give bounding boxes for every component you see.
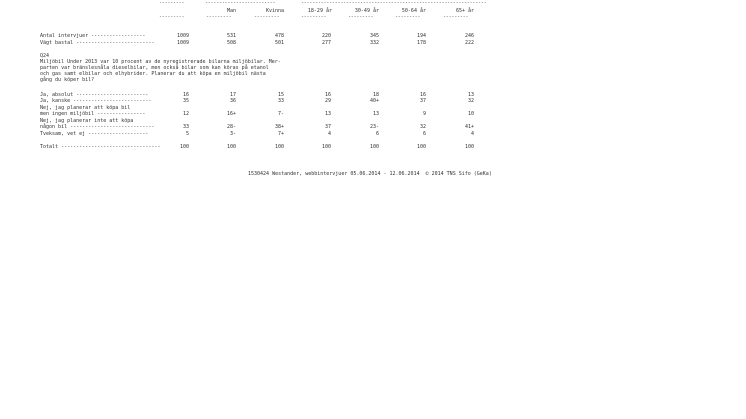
cell-ja-absolut-50-64: 16 [419, 92, 426, 98]
header-rule-age: ------------------------------------------------------------------ [301, 0, 487, 6]
cell-totalt-man: 100 [226, 144, 236, 150]
cell-vagt-50-64: 178 [416, 40, 426, 46]
row-label-ja-absolut: Ja, absolut ------------------------ [40, 92, 149, 98]
cell-totalt-65plus: 100 [464, 144, 474, 150]
cell-vagt-65plus: 222 [464, 40, 474, 46]
col-rule-50-64: --------- [395, 14, 421, 20]
cell-tveksam-30-49: 6 [375, 131, 379, 137]
row-label-vagt: Vägt bastal -------------------------- [40, 40, 155, 46]
cell-tveksam-total: 5 [185, 131, 189, 137]
cell-vagt-kvinna: 501 [274, 40, 284, 46]
cell-totalt-total: 100 [179, 144, 189, 150]
cell-nej-ingen-miljobil-total: 12 [182, 111, 189, 117]
cell-ja-kanske-man: 36 [229, 98, 236, 104]
question-id: Q24 [40, 53, 50, 59]
col-header-30-49: 30-49 år [354, 8, 379, 14]
col-header-50-64: 50-64 år [401, 8, 426, 14]
cell-ja-absolut-kvinna: 15 [277, 92, 284, 98]
question-text: Miljöbil Under 2013 var 10 procent av de nyregistrerade bilarna miljöbilar. Mer- parten var bränslesnåla dieselbilar, men också bilar som kan köras på etanol och gas samt elbilar och elhybrider. Planerar du att köpa en miljöbil nästa gång du köper bil? [40, 59, 281, 83]
cell-vagt-man: 508 [226, 40, 236, 46]
cell-nej-ingen-miljobil-18-29: 13 [324, 111, 331, 117]
col-header-kvinna: Kvinna [265, 8, 284, 14]
col-header-65plus: 65+ år [455, 8, 474, 14]
cell-ja-kanske-total: 35 [182, 98, 189, 104]
cell-ja-kanske-30-49: 40+ [369, 98, 379, 104]
cell-ja-absolut-30-49: 18 [372, 92, 379, 98]
row-label-antal: Antal intervjuer ------------------ [40, 33, 146, 39]
cell-vagt-total: 1009 [176, 40, 189, 46]
cell-vagt-30-49: 332 [369, 40, 379, 46]
row-label-ja-kanske: Ja, kanske -------------------------- [40, 98, 152, 104]
cell-antal-man: 531 [226, 33, 236, 39]
cell-ja-absolut-65plus: 13 [467, 92, 474, 98]
cell-totalt-kvinna: 100 [274, 144, 284, 150]
cell-totalt-18-29: 100 [321, 144, 331, 150]
cell-nej-ingen-miljobil-kvinna: 7- [277, 111, 284, 117]
cell-nej-ingen-miljobil-65plus: 10 [467, 111, 474, 117]
col-header-man: Man [226, 8, 236, 14]
col-header-18-29: 18-29 år [307, 8, 332, 14]
col-rule-man: --------- [206, 14, 232, 20]
col-rule-30-49: --------- [348, 14, 374, 20]
col-rule-kvinna: --------- [254, 14, 280, 20]
cell-ja-kanske-18-29: 29 [324, 98, 331, 104]
cell-nej-ingen-miljobil-man: 16+ [226, 111, 236, 117]
cell-nej-ingen-miljobil-50-64: 9 [422, 111, 426, 117]
cell-ja-absolut-18-29: 16 [324, 92, 331, 98]
cell-antal-65plus: 246 [464, 33, 474, 39]
cell-ja-kanske-65plus: 32 [467, 98, 474, 104]
cell-tveksam-man: 3- [229, 131, 236, 137]
cell-nej-ingen-miljobil-30-49: 13 [372, 111, 379, 117]
col-rule-18-29: --------- [301, 14, 327, 20]
row-label-nej-ingen-bil: Nej, jag planerar inte att köpa någon bil ---------------------------- [40, 118, 155, 130]
cell-tveksam-65plus: 4 [470, 131, 474, 137]
col-rule-total: --------- [159, 14, 185, 20]
cell-totalt-50-64: 100 [416, 144, 426, 150]
cell-tveksam-kvinna: 7+ [277, 131, 284, 137]
cell-antal-total: 1009 [176, 33, 189, 39]
cell-nej-ingen-bil-man: 28- [226, 124, 236, 130]
cell-antal-kvinna: 478 [274, 33, 284, 39]
cell-ja-absolut-total: 16 [182, 92, 189, 98]
row-label-totalt: Totalt --------------------------------- [40, 144, 161, 150]
cell-nej-ingen-bil-65plus: 41+ [464, 124, 474, 130]
footer-source: 1530424 Westander, webbintervjuer 05.06.2014 - 12.06.2014 © 2014 TNS Sifo (GeKa) [248, 171, 492, 177]
cell-antal-50-64: 194 [416, 33, 426, 39]
cell-antal-18-29: 220 [321, 33, 331, 39]
cell-ja-absolut-man: 17 [229, 92, 236, 98]
cell-tveksam-18-29: 4 [327, 131, 331, 137]
cell-nej-ingen-bil-total: 33 [182, 124, 189, 130]
cell-ja-kanske-50-64: 37 [419, 98, 426, 104]
col-rule-65plus: --------- [443, 14, 469, 20]
header-rule-left: --------- [159, 0, 185, 6]
cell-antal-30-49: 345 [369, 33, 379, 39]
cell-nej-ingen-bil-50-64: 32 [419, 124, 426, 130]
row-label-nej-ingen-miljobil: Nej, jag planerar att köpa bil men ingen miljöbil ---------------- [40, 105, 146, 117]
cell-totalt-30-49: 100 [369, 144, 379, 150]
row-label-tveksam: Tveksam, vet ej -------------------- [40, 131, 149, 137]
cell-vagt-18-29: 277 [321, 40, 331, 46]
cell-ja-kanske-kvinna: 33 [277, 98, 284, 104]
cell-nej-ingen-bil-30-49: 23- [369, 124, 379, 130]
cell-tveksam-50-64: 6 [422, 131, 426, 137]
cell-nej-ingen-bil-kvinna: 38+ [274, 124, 284, 130]
header-rule-gender: ------------------------- [205, 0, 276, 6]
cell-nej-ingen-bil-18-29: 37 [324, 124, 331, 130]
